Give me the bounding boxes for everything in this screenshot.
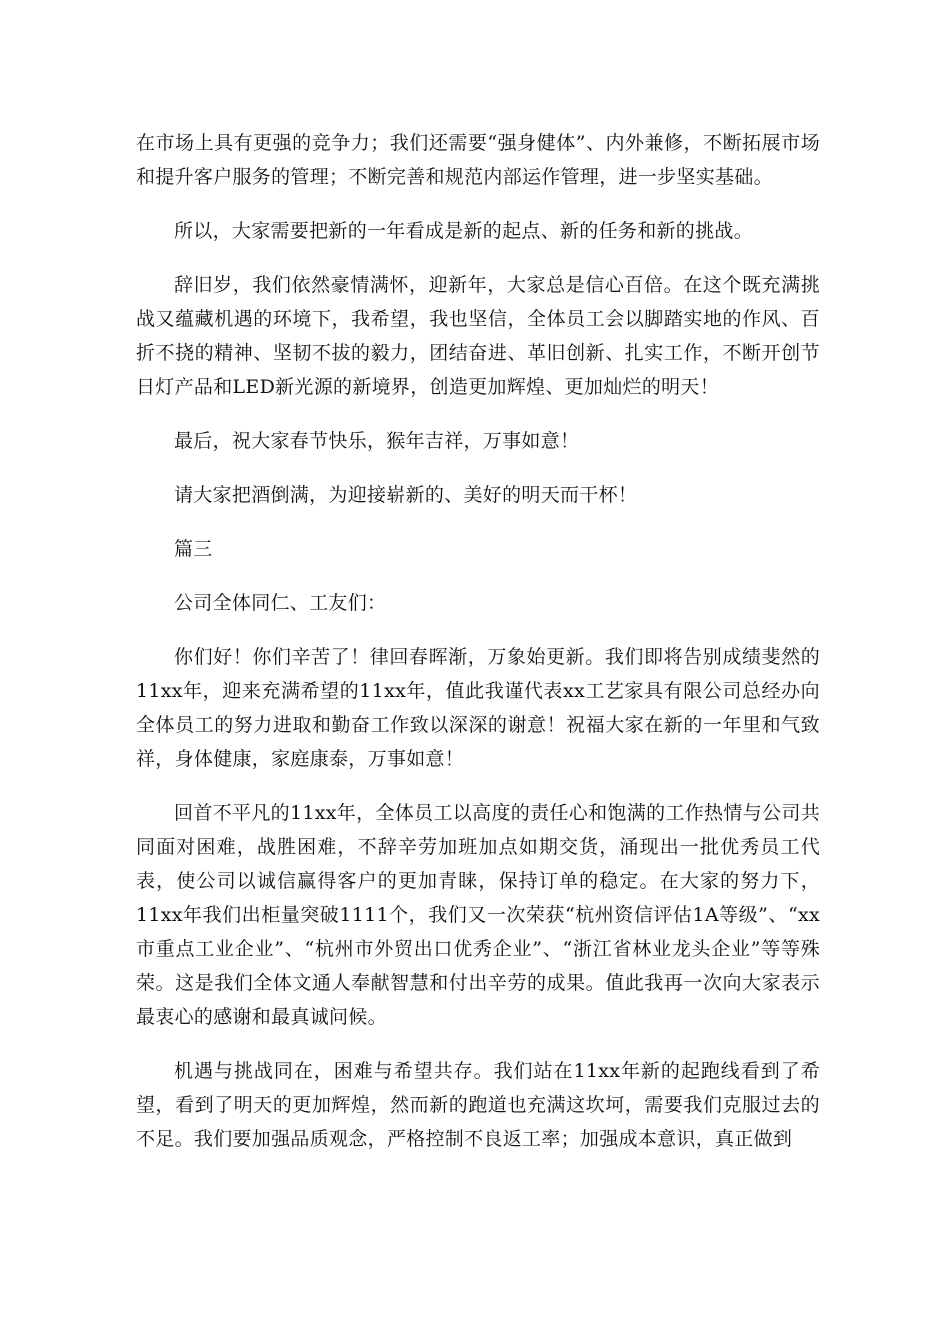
salutation: 公司全体同仁、工友们： [174, 592, 387, 614]
paragraph: 辞旧岁，我们依然豪情满怀，迎新年，大家总是信心百倍。在这个既充满挑战又蕴藏机遇的环境下，我希望，我也坚信，全体员工会以脚踏实地的作风、百折不挠的精神、坚韧不拔的毅力，团结奋进、革旧创新、扎实工作，不断开创节日灯产品和LED新光源的新境界，创造更加辉煌、更加灿烂的明天！ [136, 274, 820, 398]
paragraph: 机遇与挑战同在，困难与希望共存。我们站在11xx年新的起跑线看到了希望，看到了明天的更加辉煌，然而新的跑道也充满这坎坷，需要我们克服过去的不足。我们要加强品质观念，严格控制不良返工率；加强成本意识，真正做到 [136, 1060, 820, 1150]
paragraph: 请大家把酒倒满，为迎接崭新的、美好的明天而干杯！ [174, 484, 638, 506]
document-body [136, 126, 820, 1176]
paragraph-continued: 在市场上具有更强的竞争力；我们还需要“强身健体”、内外兼修，不断拓展市场和提升客户服务的管理；不断完善和规范内部运作管理，进一步坚实基础。 [136, 132, 820, 188]
paragraph: 回首不平凡的11xx年，全体员工以高度的责任心和饱满的工作热情与公司共同面对困难，战胜困难，不辞辛劳加班加点如期交货，涌现出一批优秀员工代表，使公司以诚信赢得客户的更加青睐，保持订单的稳定。在大家的努力下，11xx年我们出柜量突破1111个，我们又一次荣获“杭州资信评估1A等级”、“xx市重点工业企业”、“杭州市外贸出口优秀企业”、“浙江省林业龙头企业”等等殊荣。这是我们全体文通人奉献智慧和付出辛劳的成果。值此我再一次向大家表示最衷心的感谢和最真诚问候。 [136, 802, 820, 1028]
paragraph: 最后，祝大家春节快乐，猴年吉祥，万事如意！ [174, 430, 580, 452]
paragraph: 你们好！你们辛苦了！律回春晖渐，万象始更新。我们即将告别成绩斐然的11xx年，迎来充满希望的11xx年，值此我谨代表xx工艺家具有限公司总经办向全体员工的努力进取和勤奋工作致以深深的谢意！祝福大家在新的一年里和气致祥，身体健康，家庭康泰，万事如意！ [136, 646, 820, 770]
section-title: 篇三 [174, 538, 213, 560]
paragraph: 所以，大家需要把新的一年看成是新的起点、新的任务和新的挑战。 [174, 220, 754, 242]
